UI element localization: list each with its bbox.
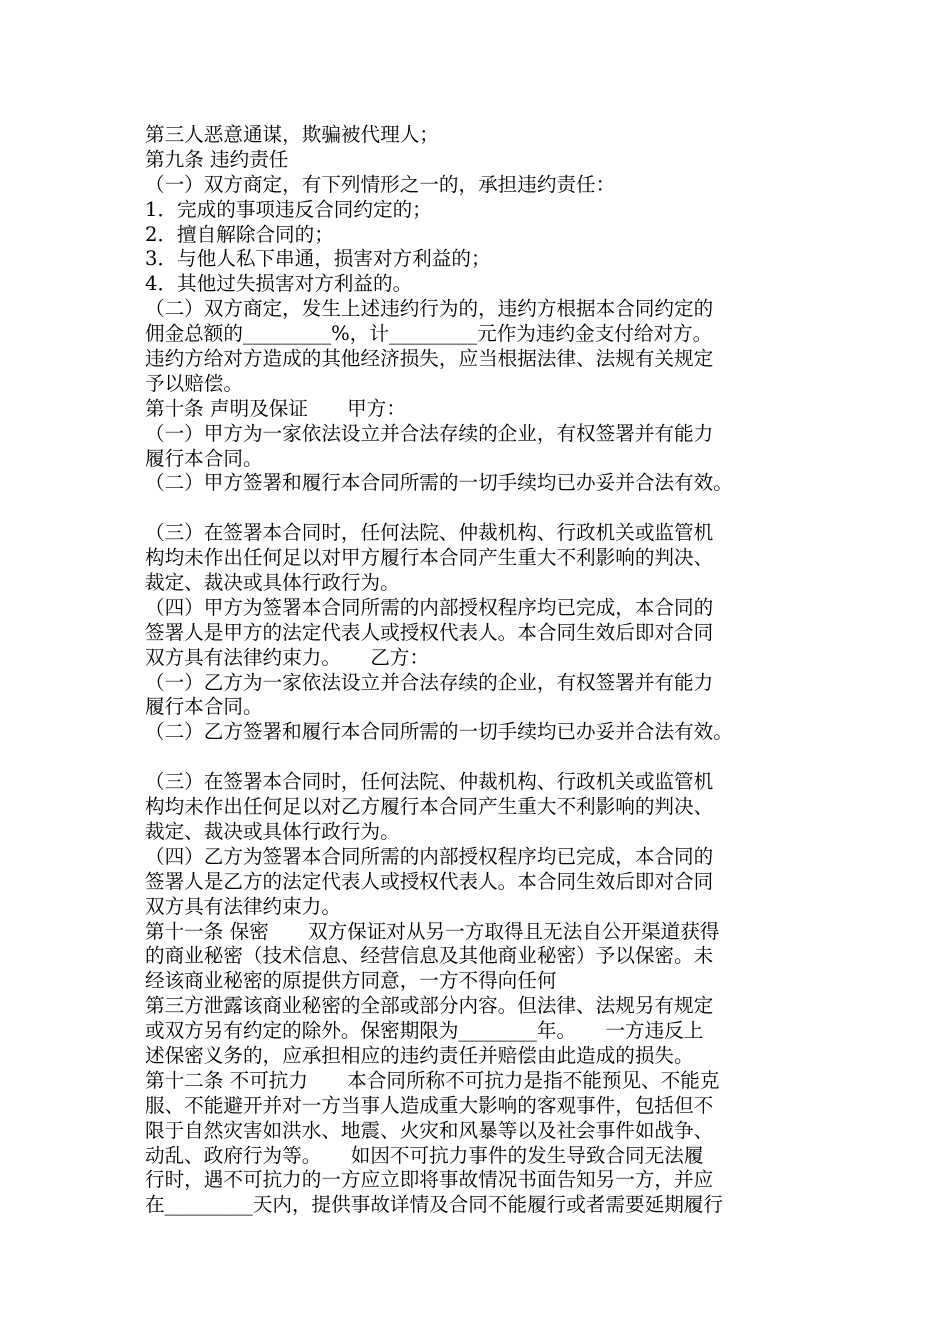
text-line: 履行本合同。 xyxy=(145,446,263,470)
text-line: 签署人是乙方的法定代表人或授权代表人。本合同生效后即对合同 xyxy=(145,869,714,893)
text-line: （一）乙方为一家依法设立并合法存续的企业，有权签署并有能力 xyxy=(145,670,714,694)
text-line: 裁定、裁决或具体行政行为。 xyxy=(145,571,400,595)
text-line: （一）双方商定，有下列情形之一的，承担违约责任： xyxy=(145,172,616,196)
text-line: （一）甲方为一家依法设立并合法存续的企业，有权签署并有能力 xyxy=(145,421,714,445)
list-item: 2．擅自解除合同的； xyxy=(145,222,334,246)
text-line: （二）乙方签署和履行本合同所需的一切手续均已办妥并合法有效。 xyxy=(145,720,733,744)
text-line: 行时，遇不可抗力的一方应立即将事故情况书面告知另一方，并应 xyxy=(145,1168,714,1192)
text-line: 限于自然灾害如洪水、地震、火灾和风暴等以及社会事件如战争、 xyxy=(145,1118,714,1142)
blank-line xyxy=(145,745,835,770)
text-line: （二）双方商定，发生上述违约行为的，违约方根据本合同约定的 xyxy=(145,297,714,321)
text-line: 违约方给对方造成的其他经济损失，应当根据法律、法规有关规定 xyxy=(145,347,714,371)
text-line: （四）乙方为签署本合同所需的内部授权程序均已完成，本合同的 xyxy=(145,844,714,868)
text-line: 双方具有法律约束力。 乙方： xyxy=(145,645,430,669)
text-line: 第三人恶意通谋，欺骗被代理人； xyxy=(145,123,439,146)
text-line: 第三方泄露该商业秘密的全部或部分内容。但法律、法规另有规定 xyxy=(145,994,714,1018)
text-line: 在_________天内，提供事故详情及合同不能履行或者需要延期履行 xyxy=(145,1193,724,1217)
text-line: 构均未作出任何足以对甲方履行本合同产生重大不利影响的判决、 xyxy=(145,546,714,570)
list-item: 4．其他过失损害对方利益的。 xyxy=(145,272,413,296)
section-heading-article-11: 第十一条 保密 双方保证对从另一方取得且无法自公开渠道获得 xyxy=(145,919,720,943)
text-line: （三）在签署本合同时，任何法院、仲裁机构、行政机关或监管机 xyxy=(145,521,714,545)
list-item: 1．完成的事项违反合同约定的； xyxy=(145,197,432,221)
text-line: 服、不能避开并对一方当事人造成重大影响的客观事件，包括但不 xyxy=(145,1093,714,1117)
text-line: （四）甲方为签署本合同所需的内部授权程序均已完成，本合同的 xyxy=(145,595,714,619)
text-line: 签署人是甲方的法定代表人或授权代表人。本合同生效后即对合同 xyxy=(145,620,714,644)
text-line: （二）甲方签署和履行本合同所需的一切手续均已办妥并合法有效。 xyxy=(145,471,733,495)
section-heading-article-10: 第十条 声明及保证 甲方： xyxy=(145,396,406,420)
text-line: 佣金总额的_________%，计_________元作为违约金支付给对方。 xyxy=(145,322,713,346)
text-line: 动乱、政府行为等。 如因不可抗力事件的发生导致合同无法履 xyxy=(145,1143,704,1167)
text-line: 予以赔偿。 xyxy=(145,371,243,395)
section-heading-article-12: 第十二条 不可抗力 本合同所称不可抗力是指不能预见、不能克 xyxy=(145,1068,720,1092)
section-heading-article-9: 第九条 违约责任 xyxy=(145,147,289,171)
text-line: （三）在签署本合同时，任何法院、仲裁机构、行政机关或监管机 xyxy=(145,770,714,794)
text-line: 的商业秘密（技术信息、经营信息及其他商业秘密）予以保密。未 xyxy=(145,944,714,968)
blank-line xyxy=(145,496,835,521)
list-item: 3．与他人私下串通，损害对方利益的； xyxy=(145,247,491,271)
text-line: 或双方另有约定的除外。保密期限为________年。 一方违反上 xyxy=(145,1019,704,1043)
text-line: 双方具有法律约束力。 xyxy=(145,894,341,918)
text-line: 经该商业秘密的原提供方同意，一方不得向任何 xyxy=(145,969,557,993)
text-line: 构均未作出任何足以对乙方履行本合同产生重大不利影响的判决、 xyxy=(145,795,714,819)
text-line: 述保密义务的，应承担相应的违约责任并赔偿由此造成的损失。 xyxy=(145,1043,694,1067)
text-line: 裁定、裁决或具体行政行为。 xyxy=(145,819,400,843)
text-line: 履行本合同。 xyxy=(145,695,263,719)
document-body xyxy=(145,123,835,1218)
